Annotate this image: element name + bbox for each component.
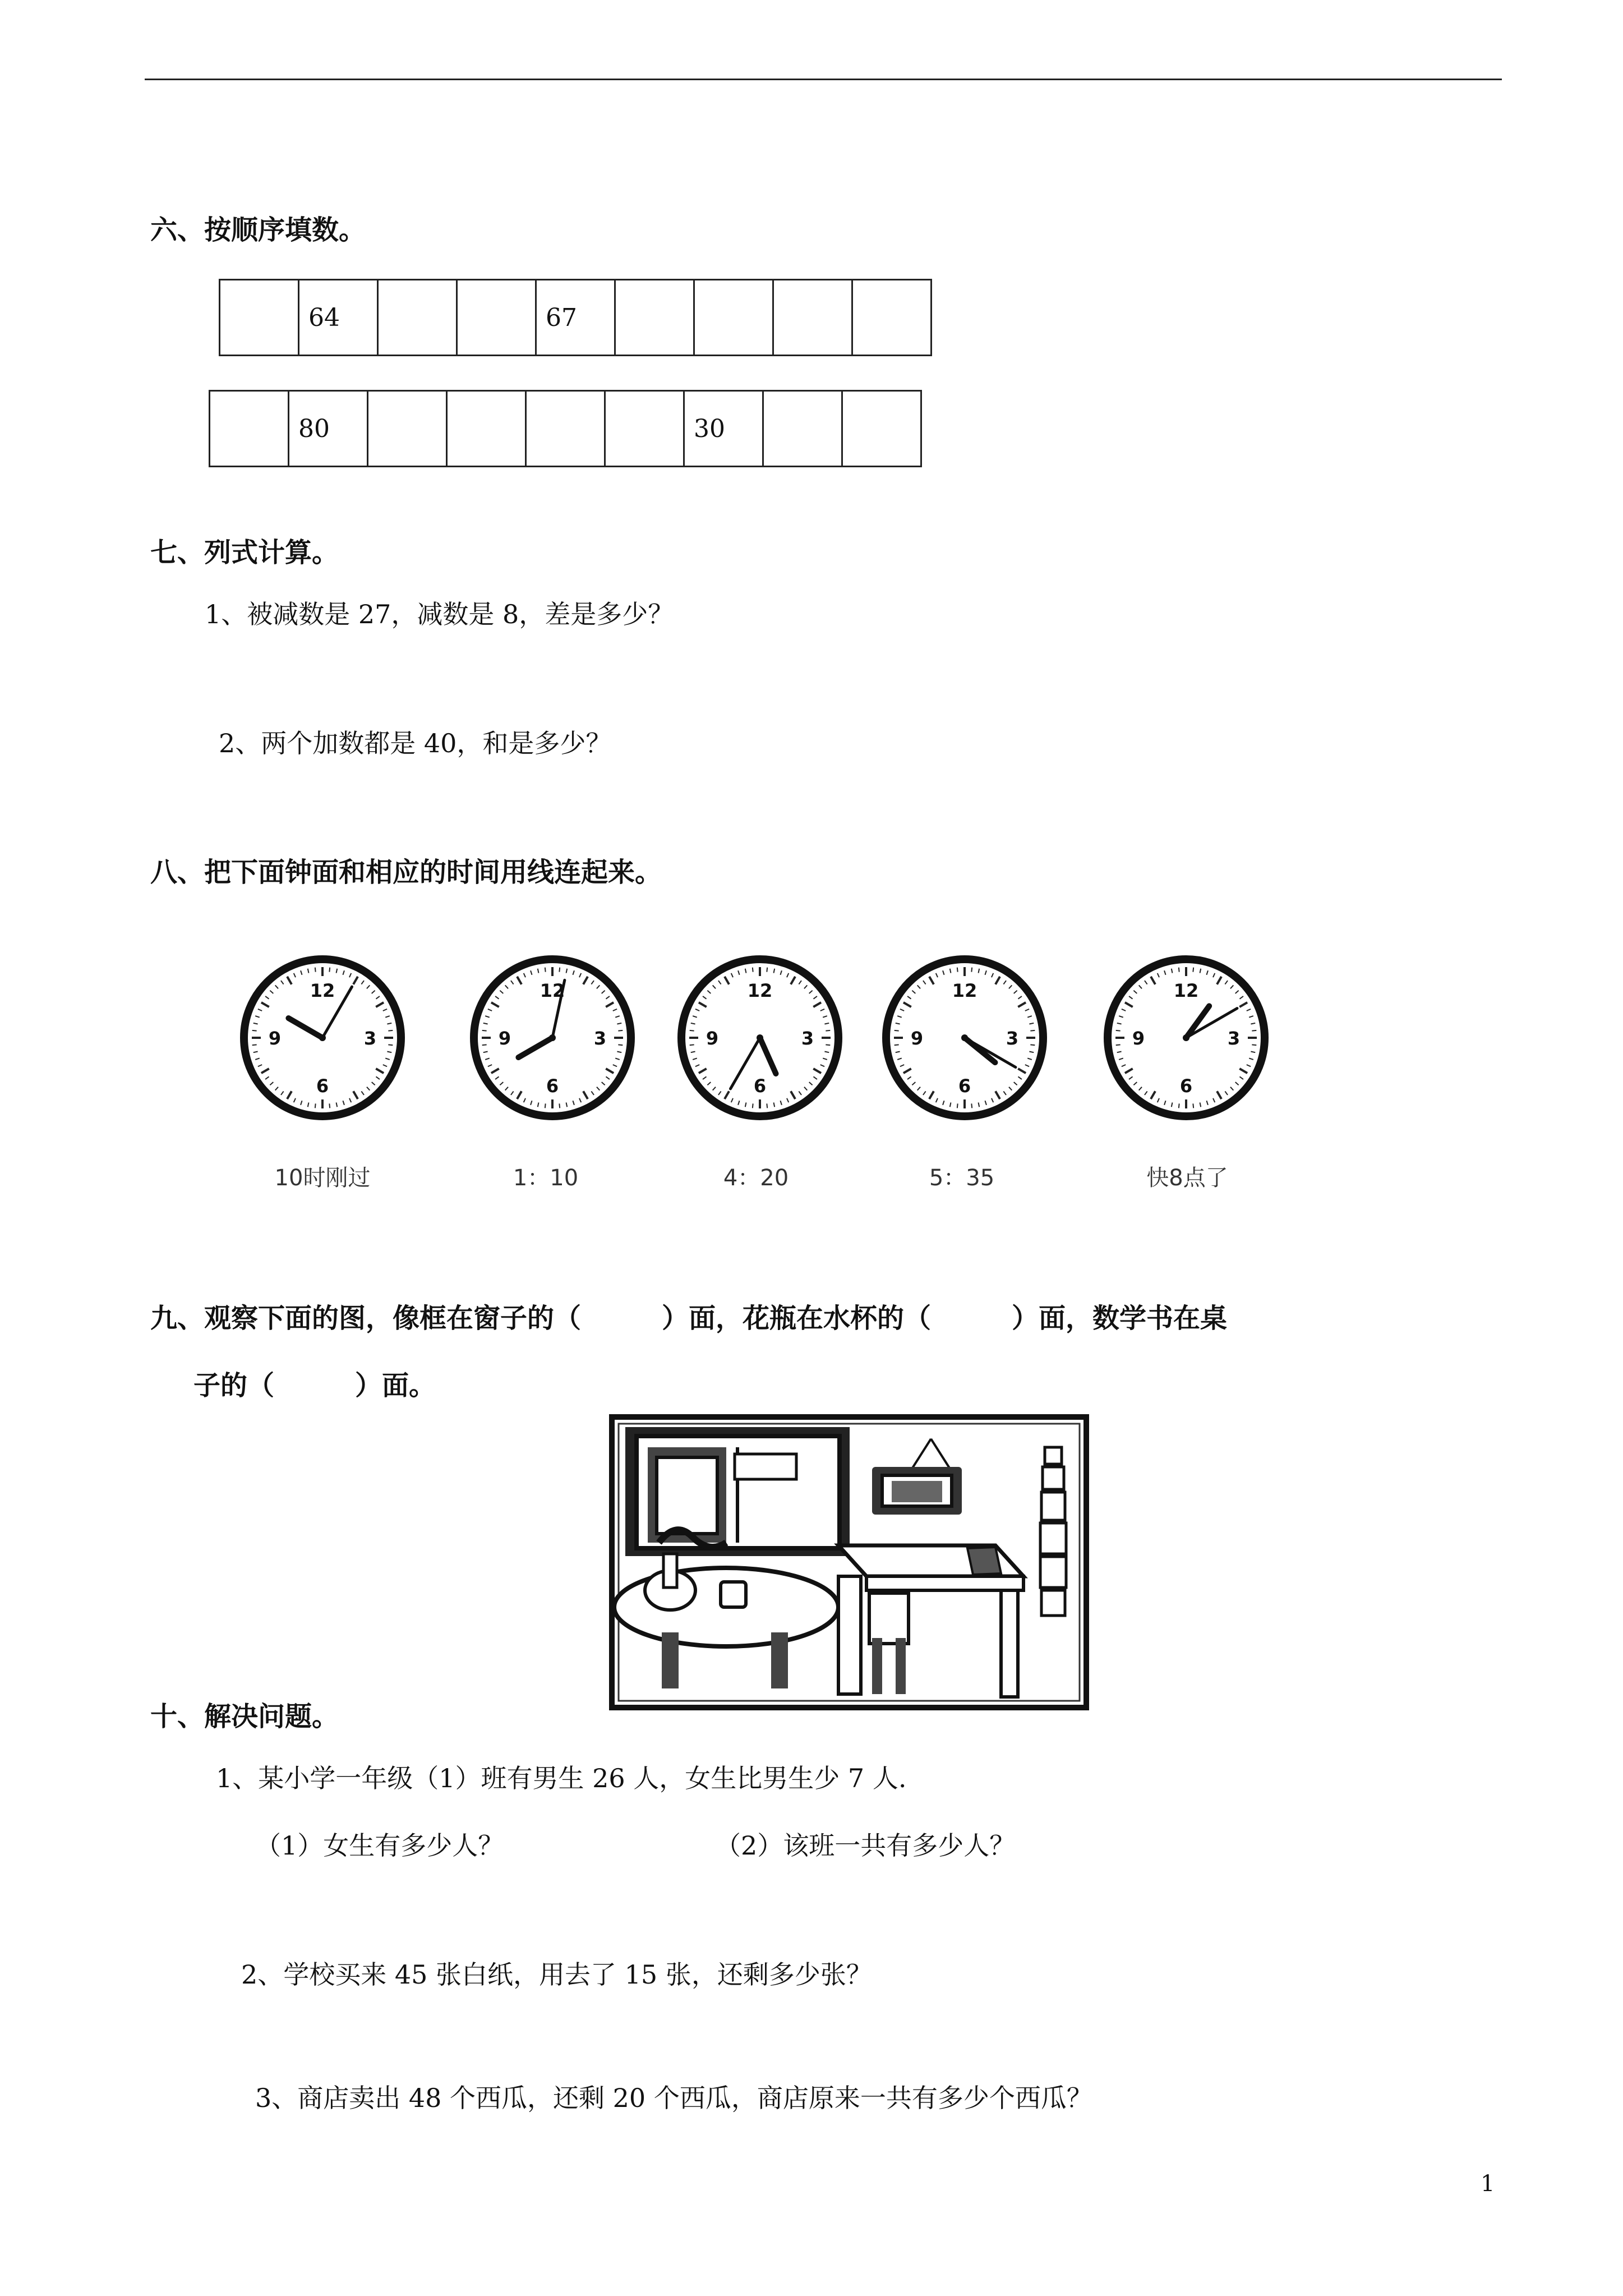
question-10-2: 2、学校买来 45 张白纸，用去了 15 张，还剩多少张？ (241, 1959, 872, 1990)
question-7-2: 2、两个加数都是 40，和是多少？ (219, 728, 612, 758)
clock-hub (961, 1034, 968, 1041)
clock-tick (559, 968, 560, 972)
time-label[interactable]: 10时刚过 (274, 1165, 371, 1191)
clock-tick (252, 1030, 257, 1031)
clock-face[interactable] (670, 948, 850, 1128)
clock-numeral: 6 (1179, 1075, 1193, 1097)
book-stack-icon (1040, 1447, 1066, 1616)
clock-numeral: 12 (952, 980, 978, 1001)
cell[interactable] (526, 391, 605, 467)
clock-numeral: 3 (593, 1028, 607, 1049)
clock-hub (549, 1034, 556, 1041)
clock-tick (559, 1103, 560, 1108)
time-label[interactable]: 5：35 (929, 1165, 995, 1191)
time-label[interactable]: 4：20 (723, 1165, 789, 1191)
clock-hub (1183, 1034, 1189, 1041)
time-label[interactable]: 快8点了 (1146, 1165, 1228, 1191)
cell[interactable] (368, 391, 447, 467)
clock-hub (319, 1034, 326, 1041)
clock-face[interactable] (875, 948, 1054, 1128)
time-label[interactable]: 1：10 (513, 1165, 579, 1191)
cell[interactable] (447, 391, 526, 467)
header-rule (145, 79, 1502, 80)
cell[interactable] (457, 280, 536, 356)
clock-face[interactable] (233, 948, 412, 1128)
clock-numeral: 12 (310, 980, 335, 1001)
question-10-1-a: （1）女生有多少人？ (255, 1830, 504, 1861)
cell[interactable]: 30 (684, 391, 763, 467)
clock-tick (1116, 1030, 1121, 1031)
clock-numeral: 9 (910, 1028, 924, 1049)
clock-numeral: 6 (753, 1075, 767, 1097)
clock-tick (545, 1103, 546, 1108)
cell[interactable] (378, 280, 457, 356)
clock-numeral: 3 (801, 1028, 814, 1049)
section-9-line-1: 九、观察下面的图，像框在窗子的（ ）面，花瓶在水杯的（ ）面，数学书在桌 (150, 1303, 1228, 1334)
clock-tick (957, 1103, 958, 1108)
cell[interactable] (852, 280, 932, 356)
question-7-1: 1、被减数是 27，减数是 8，差是多少？ (205, 599, 674, 629)
cell[interactable] (605, 391, 684, 467)
section-7-title: 七、列式计算。 (150, 537, 339, 568)
clock-tick (1252, 1030, 1256, 1031)
question-10-3: 3、商店卖出 48 个西瓜，还剩 20 个西瓜，商店原来一共有多少个西瓜？ (255, 2083, 1092, 2113)
cell[interactable]: 67 (536, 280, 615, 356)
cell[interactable] (773, 280, 852, 356)
clock-numeral: 6 (958, 1075, 971, 1097)
clock-numeral: 3 (363, 1028, 377, 1049)
clock-tick (690, 1030, 694, 1031)
clock-tick (1030, 1030, 1035, 1031)
clock-tick (329, 1103, 330, 1108)
room-illustration (608, 1414, 1091, 1711)
clock-numeral: 6 (316, 1075, 329, 1097)
clock-tick (971, 1103, 972, 1108)
section-8-title: 八、把下面钟面和相应的时间用线连起来。 (150, 857, 662, 888)
sequence-table-2 (209, 390, 922, 467)
clock-numeral: 9 (1132, 1028, 1145, 1049)
clock-tick (971, 968, 972, 972)
clock-tick (315, 1103, 316, 1108)
page-number: 1 (1481, 2171, 1495, 2197)
clock-numeral: 12 (1173, 980, 1199, 1001)
clock-numeral: 9 (268, 1028, 282, 1049)
cell[interactable] (220, 280, 299, 356)
clock-tick (957, 968, 958, 972)
clock-numeral: 9 (706, 1028, 719, 1049)
cell[interactable] (694, 280, 773, 356)
clock-hub (757, 1034, 763, 1041)
section-10-title: 十、解决问题。 (150, 1701, 339, 1732)
clock-face[interactable] (1096, 948, 1276, 1128)
cell[interactable]: 64 (299, 280, 378, 356)
clock-numeral: 3 (1006, 1028, 1019, 1049)
cell[interactable] (763, 391, 842, 467)
cell[interactable] (615, 280, 694, 356)
clock-tick (315, 968, 316, 972)
clock-numeral: 9 (498, 1028, 511, 1049)
section-9-line-2: 子的（ ）面。 (193, 1370, 436, 1401)
question-10-1-b: （2）该班一共有多少人？ (715, 1830, 1016, 1861)
clock-tick (895, 1030, 899, 1031)
clock-tick (482, 1030, 487, 1031)
clock-numeral: 6 (546, 1075, 559, 1097)
clock-numeral: 3 (1227, 1028, 1241, 1049)
math-book-icon (967, 1547, 1001, 1575)
section-6-title: 六、按顺序填数。 (150, 214, 366, 246)
sequence-table-1 (219, 279, 932, 356)
clock-numeral: 12 (747, 980, 773, 1001)
clock-tick (329, 968, 330, 972)
clock-tick (826, 1030, 830, 1031)
clock-numeral: 12 (540, 980, 565, 1001)
clock-tick (545, 968, 546, 972)
cell[interactable] (210, 391, 289, 467)
clock-face[interactable] (463, 948, 642, 1128)
clock-tick (618, 1030, 623, 1031)
cell[interactable] (842, 391, 921, 467)
cell[interactable]: 80 (289, 391, 368, 467)
clock-tick (388, 1030, 393, 1031)
question-10-1: 1、某小学一年级（1）班有男生 26 人，女生比男生少 7 人. (216, 1763, 907, 1793)
window-icon (625, 1427, 850, 1556)
cup-icon (721, 1582, 746, 1607)
